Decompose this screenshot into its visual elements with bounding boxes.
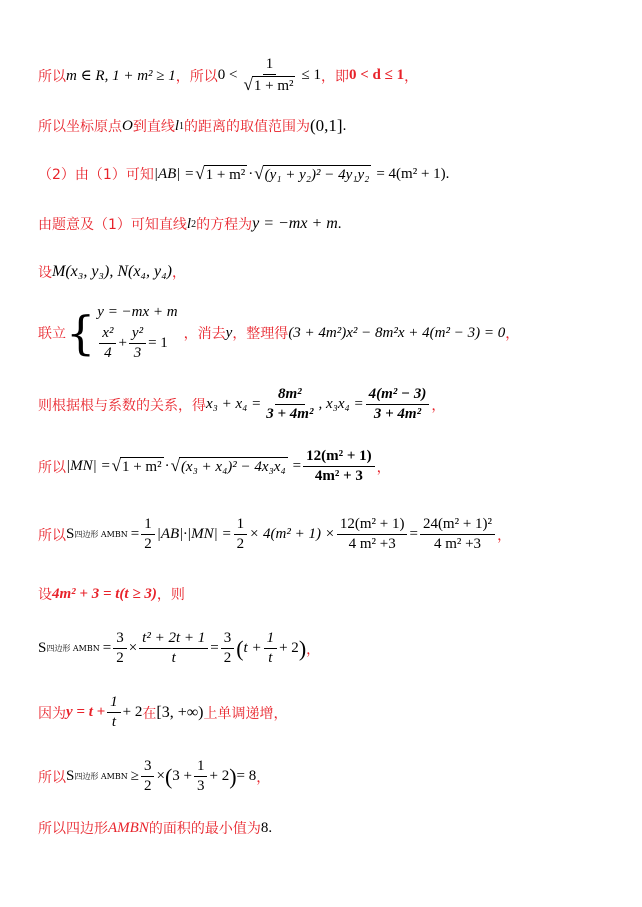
fraction: $\frac{\text{12(m² + 1)}}{\text{4m² + 3}}$: [303, 448, 375, 485]
math: 2: [191, 218, 197, 230]
math: = 4(m² + 1): [376, 165, 446, 182]
math: y = −mx + m: [97, 304, 178, 320]
fraction: $\frac{3}{2}$: [113, 630, 127, 667]
math: y: [225, 324, 233, 341]
text: ，所以: [175, 68, 218, 85]
math: M(x₃, y₃), N(x₄, y₄): [52, 263, 172, 280]
math: |MN| =: [66, 458, 111, 474]
paren: ): [229, 763, 237, 789]
paren: ): [298, 635, 307, 661]
paren: (: [164, 763, 173, 789]
text: 到直线: [132, 119, 175, 135]
fraction: 1 √ 1 + m²: [243, 56, 294, 94]
math: ≤ 1: [301, 67, 321, 83]
math: AMBN: [108, 819, 149, 836]
text: ，: [505, 326, 520, 342]
text: 设: [38, 587, 52, 603]
line-11: [38, 630, 320, 667]
math: 0 < d ≤ 1: [348, 67, 405, 83]
line-1: [38, 56, 418, 95]
equation-system: [97, 304, 177, 362]
fraction: $\frac{\text{8m²}}{\text{3 + 4m²}}$: [266, 386, 314, 422]
math: m ∈ R, 1 + m² ≥ 1: [66, 68, 176, 84]
line-8: [38, 448, 391, 485]
math: y = t +: [66, 704, 106, 720]
math: .: [445, 165, 450, 182]
fraction: $\frac{\text{12(m² + 1)}}{\text{4 m² +3}}$: [337, 516, 408, 553]
math: 四边形 AMBN: [46, 644, 100, 653]
math: (0,1]: [310, 116, 343, 135]
math: × 4(m² + 1) ×: [249, 526, 335, 542]
text: 的面积的最小值为: [148, 821, 261, 837]
math: =: [210, 640, 219, 656]
math: 3 +: [172, 768, 192, 784]
math: 0 <: [217, 67, 238, 83]
math: |AB|·|MN| =: [156, 526, 232, 542]
math: 1: [179, 120, 185, 132]
math: = 8: [236, 768, 257, 784]
line-12: [38, 694, 287, 731]
math: 四边形 AMBN: [74, 772, 128, 781]
math: y = −mx + m: [252, 215, 338, 232]
text: 所以: [38, 769, 66, 786]
sqrt: √ 1 + m²: [111, 456, 162, 475]
math: + 2: [122, 704, 143, 720]
fraction: $\frac{1}{t}$: [264, 630, 278, 667]
text: 的距离的取值范围为: [184, 119, 311, 135]
brace: {: [66, 306, 96, 360]
text: 所以: [38, 527, 66, 544]
math: ≥: [130, 768, 139, 784]
text: 所以四边形: [38, 821, 108, 837]
math: [3, +∞): [156, 703, 204, 721]
math: =: [292, 458, 302, 474]
fraction: $\frac{1}{t}$: [107, 694, 121, 731]
paren: (: [236, 635, 244, 661]
math: O: [122, 117, 133, 134]
math: ·: [164, 458, 170, 474]
line-9: [38, 516, 511, 553]
fraction: $\frac{1}{2}$: [141, 516, 155, 553]
math: , x₃x₄ =: [318, 396, 364, 412]
text: 因为: [38, 705, 66, 722]
math: .: [337, 215, 342, 232]
math: t +: [243, 640, 262, 656]
fraction: $\frac{1}{2}$: [234, 516, 248, 553]
line-10: [38, 584, 185, 604]
sqrt: √ (y₁ + y₂)² − 4y₁y₂: [254, 163, 370, 183]
math: l: [174, 117, 180, 134]
math: S: [66, 768, 75, 784]
line-4: [38, 214, 342, 234]
fraction: $\frac{3}{2}$: [141, 758, 155, 795]
text: 所以: [38, 68, 66, 85]
math: 四边形 AMBN: [74, 530, 128, 539]
text: 则根据根与系数的关系，得: [38, 397, 206, 414]
line-14: [38, 818, 272, 838]
math: + 2: [209, 768, 230, 784]
fraction: $\frac{\text{4(m² − 3)}}{\text{3 + 4m²}}$: [366, 386, 430, 423]
text: 由题意及（1）可知直线: [38, 217, 187, 233]
fraction: $\frac{3}{2}$: [221, 630, 235, 667]
line-5: [38, 262, 186, 282]
math: |AB| =: [153, 165, 195, 182]
text: ，整理得: [232, 326, 289, 342]
text: ，消去: [183, 326, 226, 342]
fraction: $\frac{\text{24(m² + 1)²}}{\text{4 m² +3}}$: [420, 516, 495, 553]
text: ，: [497, 527, 512, 544]
text: ，即: [320, 68, 349, 85]
math: S: [66, 526, 75, 542]
line-7: [38, 386, 445, 423]
text: 在: [142, 705, 157, 722]
math: .: [342, 117, 347, 134]
line-2: [38, 116, 346, 136]
text: ，: [171, 265, 186, 281]
math: =: [409, 526, 418, 542]
text: ，: [376, 459, 391, 476]
text: 上单调递增，: [203, 705, 288, 722]
text: （2）由（1）可知: [38, 167, 154, 183]
text: ，则: [156, 587, 185, 603]
math: (3 + 4m²)x² − 8m²x + 4(m² − 3) = 0: [288, 324, 506, 341]
line-13: [38, 758, 270, 795]
text: 所以坐标原点: [38, 119, 122, 135]
math: l: [186, 215, 192, 232]
fraction: $\frac{\text{t² + 2t + 1}}{t}$: [139, 630, 208, 667]
sqrt: √ (x₃ + x₄)² − 4x₃x₄: [170, 456, 286, 475]
line-6: [38, 304, 519, 362]
text: 联立: [38, 326, 66, 342]
fraction: $\frac{1}{3}$: [194, 758, 208, 795]
math: $\frac{\text{x²}}{4}$ + $\frac{\text{y²}}{3}$ = 1: [97, 325, 177, 362]
text: 的方程为: [196, 217, 253, 233]
text: ，: [431, 397, 446, 414]
math: =: [130, 526, 140, 542]
math: x₃ + x₄ =: [206, 396, 262, 412]
text: ，: [404, 68, 419, 85]
math: + 2: [279, 640, 299, 656]
sqrt: √ 1 + m²: [195, 163, 246, 183]
text: 所以: [38, 459, 66, 476]
math: .: [268, 819, 273, 836]
text: ，: [306, 641, 321, 658]
math: =: [102, 640, 112, 656]
math: ×: [156, 768, 165, 784]
line-3: [38, 164, 449, 184]
math: 8: [260, 819, 269, 836]
math: 4m² + 3 = t(t ≥ 3): [52, 585, 157, 602]
text: 设: [38, 265, 52, 281]
math: ·: [248, 165, 254, 182]
text: ，: [256, 769, 271, 786]
math: ×: [128, 640, 138, 656]
math: S: [38, 640, 47, 656]
